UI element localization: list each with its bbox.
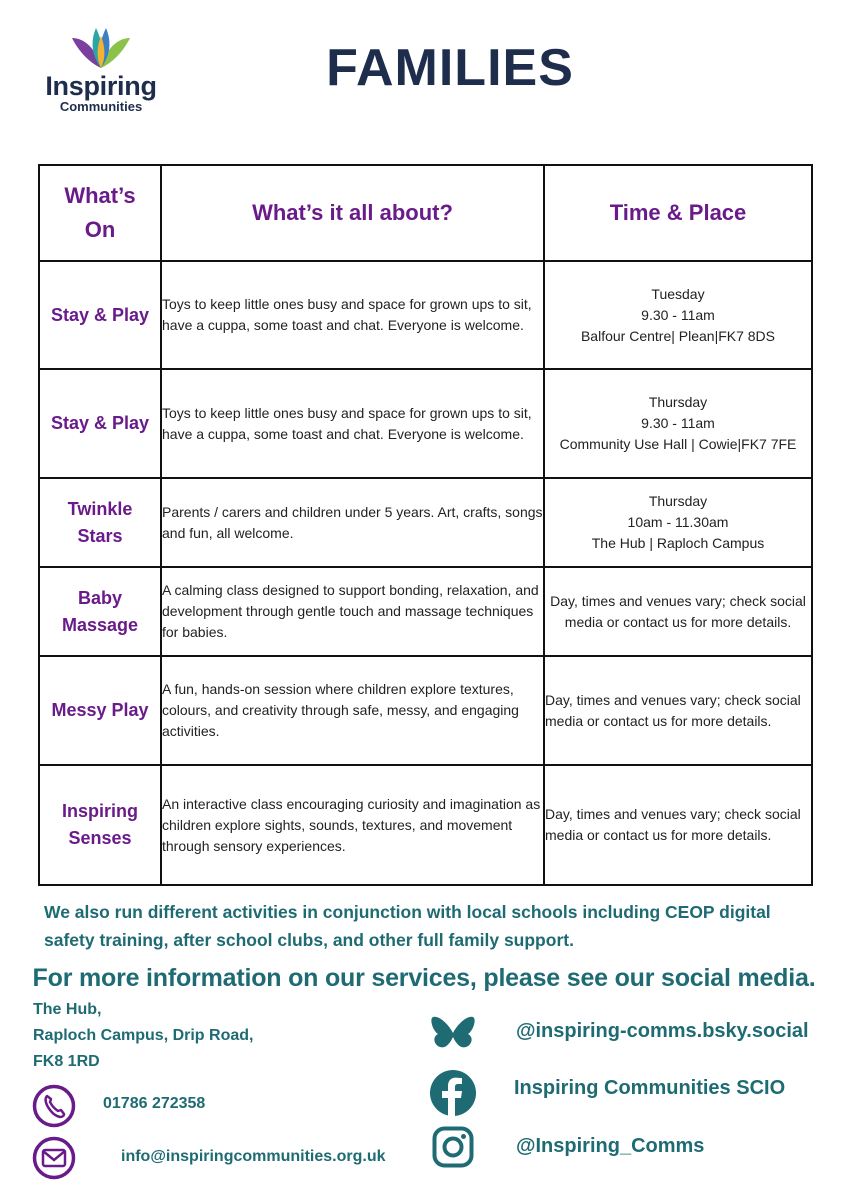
phone-icon <box>32 1084 76 1128</box>
schools-note: We also run different activities in conjunction with local schools including CEOP digital safety training, after school clubs, and other full family support. <box>44 902 771 950</box>
activity-venue: The Hub | Raploch Campus <box>591 535 765 551</box>
activity-time: 10am - 11.30am <box>627 514 729 530</box>
instagram-handle[interactable]: @Inspiring_Comms <box>516 1135 705 1157</box>
activity-time-place: Day, times and venues vary; check social media or contact us for more details. <box>544 765 812 885</box>
facebook-icon <box>430 1070 476 1116</box>
activity-name-text: Baby Massage <box>61 587 139 635</box>
bluesky-handle[interactable]: @inspiring-comms.bsky.social <box>516 1020 809 1042</box>
activity-name: Messy Play <box>39 656 161 765</box>
activity-time-place: Day, times and venues vary; check social media or contact us for more details. <box>544 567 812 656</box>
table-row <box>39 656 812 765</box>
logo-name: Inspiring <box>45 71 157 101</box>
email-address[interactable]: info@inspiringcommunities.org.uk <box>121 1148 386 1165</box>
logo-subname: Communities <box>59 99 143 114</box>
instagram-icon <box>432 1126 474 1168</box>
activity-description: Toys to keep little ones busy and space for grown ups to sit, have a cuppa, some toast and chat. Everyone is welcome. <box>161 261 544 369</box>
activity-time: 9.30 - 11am <box>641 306 715 323</box>
bluesky-icon <box>430 1013 476 1055</box>
table-header-row <box>39 165 812 261</box>
table-row <box>39 765 812 885</box>
table-row <box>39 369 812 478</box>
table-row <box>39 567 812 656</box>
activity-time-place <box>544 261 812 369</box>
activity-name <box>39 765 161 885</box>
header-whats-on <box>39 165 161 261</box>
address-line: The Hub, <box>33 1001 102 1018</box>
activity-description: Parents / carers and children under 5 years. Art, crafts, songs and fun, all welcome. <box>161 478 544 567</box>
activity-day: Thursday <box>648 493 708 509</box>
address-line: Raploch Campus, Drip Road, <box>33 1027 254 1044</box>
activity-name <box>39 567 161 656</box>
activity-name: Stay & Play <box>39 369 161 478</box>
activity-description: A fun, hands-on session where children explore textures, colours, and creativity through safe, messy, and engaging activities. <box>161 656 544 765</box>
activity-name <box>39 478 161 567</box>
table-row <box>39 478 812 567</box>
facebook-name[interactable]: Inspiring Communities SCIO <box>514 1077 786 1099</box>
activity-name: Stay & Play <box>39 261 161 369</box>
header-label: What’s On <box>64 183 136 242</box>
activity-description: An interactive class encouraging curiosity and imagination as children explore sights, sounds, textures, and movement through sensory experiences. <box>161 765 544 885</box>
activity-day: Thursday <box>648 394 708 410</box>
phone-number[interactable]: 01786 272358 <box>103 1095 206 1112</box>
activity-name-text: Inspiring Senses <box>62 801 138 848</box>
activity-name-text: Twinkle Stars <box>67 498 133 546</box>
address-line: FK8 1RD <box>33 1053 100 1070</box>
activity-venue: Community Use Hall | Cowie|FK7 7FE <box>559 436 797 452</box>
header-time-place: Time & Place <box>544 165 812 261</box>
activity-time-place: Day, times and venues vary; check social media or contact us for more details. <box>544 656 812 765</box>
activity-venue: Balfour Centre| Plean|FK7 8DS <box>580 327 776 344</box>
schedule-table <box>38 164 813 886</box>
page-title: FAMILIES <box>326 39 574 97</box>
table-row <box>39 261 812 369</box>
activity-day: Tuesday <box>651 285 705 302</box>
activity-description: Toys to keep little ones busy and space for grown ups to sit, have a cuppa, some toast and chat. Everyone is welcome. <box>161 369 544 478</box>
activity-time: 9.30 - 11am <box>641 415 715 431</box>
header-about: What’s it all about? <box>161 165 544 261</box>
address <box>33 997 253 1075</box>
activity-time-place <box>544 369 812 478</box>
activity-description: A calming class designed to support bonding, relaxation, and development through gentle touch and massage techniques for babies. <box>161 567 544 656</box>
more-info-heading: For more information on our services, please see our social media. <box>32 964 816 992</box>
activity-time-place <box>544 478 812 567</box>
email-icon <box>32 1136 76 1180</box>
